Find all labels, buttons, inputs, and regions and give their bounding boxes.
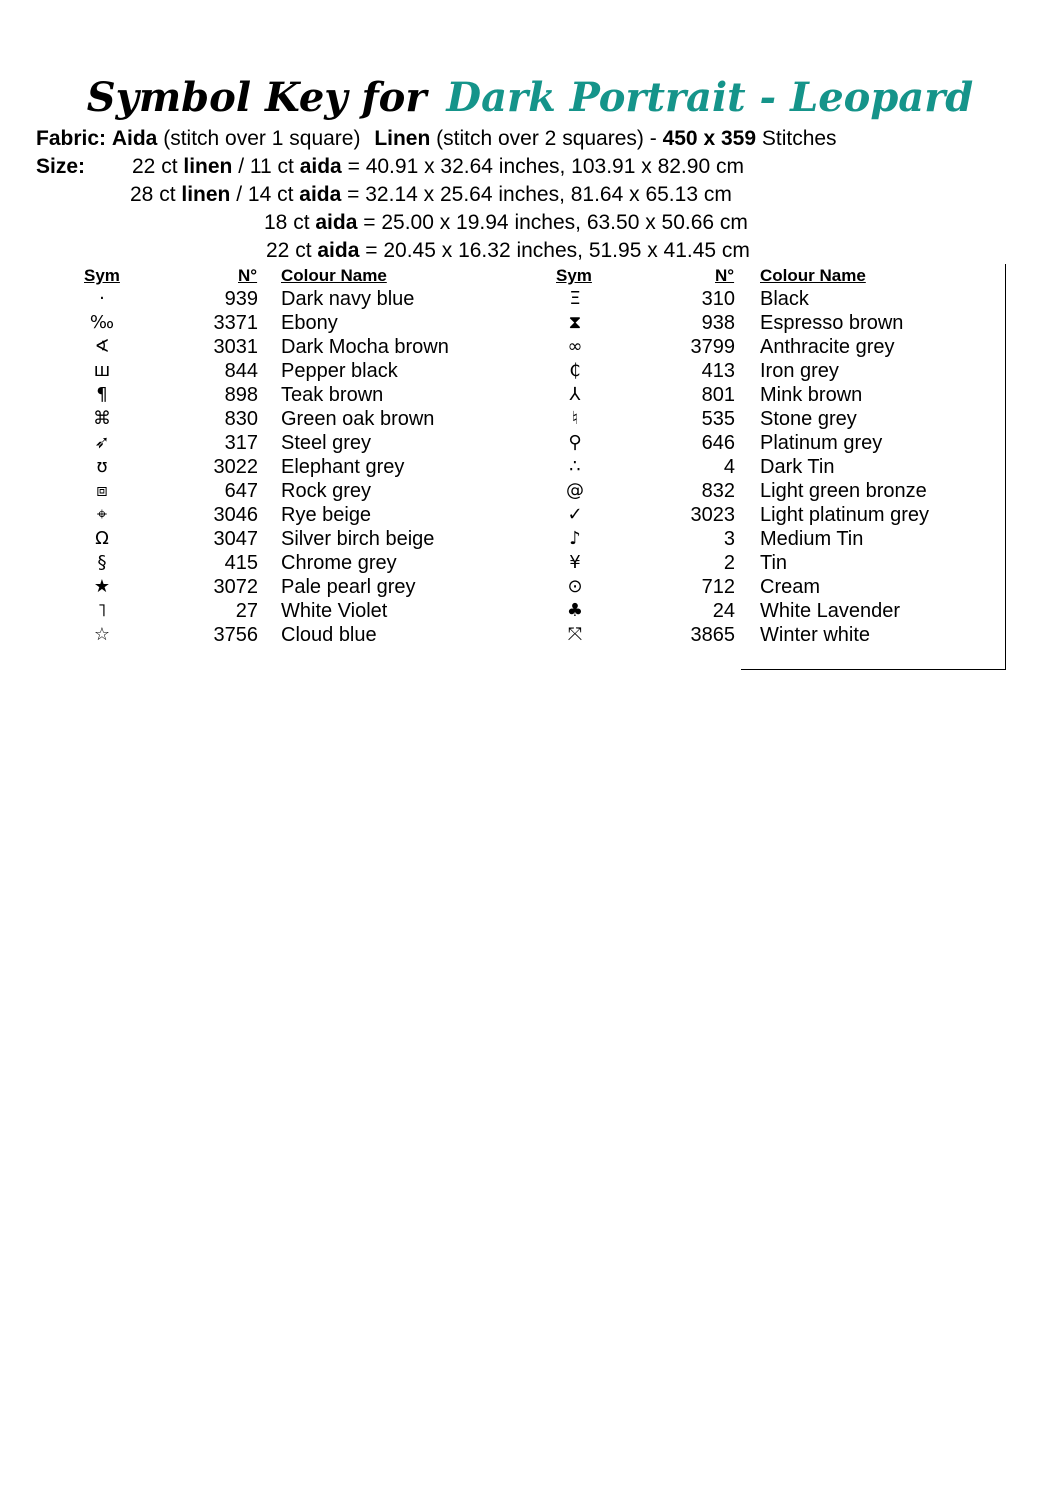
colour-name: Light green bronze bbox=[760, 480, 927, 502]
header-sym-left: Sym bbox=[84, 266, 120, 285]
floss-number: 4 bbox=[723, 456, 735, 478]
symbol-glyph: ♮ bbox=[571, 408, 579, 429]
floss-number: 3022 bbox=[213, 456, 258, 478]
colour-name: Rock grey bbox=[281, 480, 372, 502]
floss-number: 898 bbox=[224, 384, 258, 406]
colour-name: Pale pearl grey bbox=[281, 576, 416, 598]
colour-name: Platinum grey bbox=[760, 432, 883, 454]
fabric-linen-note: (stitch over 2 squares) - bbox=[436, 127, 657, 150]
floss-number: 646 bbox=[701, 432, 735, 454]
symbol-glyph: Ω bbox=[95, 528, 109, 549]
page-title bbox=[0, 74, 1060, 121]
stitch-word: Stitches bbox=[761, 127, 837, 150]
colour-name: Ebony bbox=[281, 312, 338, 334]
symbol-glyph: ʊ bbox=[96, 456, 108, 477]
symbol-glyph: ♣ bbox=[566, 600, 584, 621]
header-num-left: N° bbox=[238, 266, 258, 285]
symbol-glyph: ✓ bbox=[567, 504, 583, 525]
colour-name: Cloud blue bbox=[281, 624, 377, 646]
size-line-4: 22 ct aida = 20.45 x 16.32 inches, 51.95 x 41.45 cm bbox=[266, 239, 750, 262]
header-name-right: Colour Name bbox=[760, 266, 866, 285]
floss-number: 2 bbox=[723, 552, 735, 574]
symbol-glyph: ∴ bbox=[569, 456, 581, 477]
colour-name: White Lavender bbox=[760, 600, 901, 622]
symbol-glyph: ₵ bbox=[569, 360, 581, 381]
symbol-glyph: Ξ bbox=[569, 288, 581, 309]
symbol-glyph: @ bbox=[566, 480, 584, 501]
symbol-glyph: ⧗ bbox=[568, 312, 582, 333]
colour-name: Tin bbox=[760, 552, 788, 574]
symbol-glyph: ∢ bbox=[94, 336, 110, 357]
symbol-glyph: ¶ bbox=[96, 384, 108, 405]
symbol-glyph: § bbox=[97, 552, 107, 573]
floss-number: 413 bbox=[701, 360, 735, 382]
colour-name: Anthracite grey bbox=[760, 336, 895, 358]
fabric-label: Fabric: bbox=[36, 127, 107, 150]
symbol-glyph: ⅄ bbox=[569, 384, 581, 405]
symbol-glyph: ⌖ bbox=[96, 504, 108, 525]
header-sym-right: Sym bbox=[556, 266, 592, 285]
colour-name: Chrome grey bbox=[281, 552, 397, 574]
colour-name: Winter white bbox=[760, 624, 871, 646]
floss-number: 27 bbox=[235, 600, 258, 622]
floss-number: 3072 bbox=[213, 576, 258, 598]
symbol-glyph: ⚲ bbox=[568, 432, 582, 453]
floss-number: 3046 bbox=[213, 504, 258, 526]
symbol-glyph: ⊙ bbox=[567, 576, 583, 597]
symbol-glyph: ♪ bbox=[569, 528, 581, 549]
symbol-glyph: ∞ bbox=[567, 336, 583, 357]
colour-name: Steel grey bbox=[281, 432, 372, 454]
colour-name: Espresso brown bbox=[760, 312, 904, 334]
header-num-right: N° bbox=[715, 266, 735, 285]
symbol-glyph: ⤧ bbox=[567, 624, 583, 645]
symbol-glyph: ⧈ bbox=[96, 480, 108, 501]
colour-name: Rye beige bbox=[281, 504, 372, 526]
colour-name: Teak brown bbox=[281, 384, 384, 406]
colour-name: Iron grey bbox=[760, 360, 839, 382]
floss-number: 830 bbox=[224, 408, 258, 430]
colour-name: Medium Tin bbox=[760, 528, 864, 550]
table-border-right bbox=[1005, 264, 1006, 670]
colour-name: Elephant grey bbox=[281, 456, 405, 478]
floss-number: 310 bbox=[701, 288, 735, 310]
size-line-2: 28 ct linen / 14 ct aida = 32.14 x 25.64 inches, 81.64 x 65.13 cm bbox=[130, 183, 732, 206]
floss-number: 939 bbox=[224, 288, 258, 310]
symbol-glyph: ★ bbox=[93, 576, 111, 597]
symbol-glyph: · bbox=[99, 288, 105, 309]
symbol-glyph: ‰ bbox=[89, 312, 115, 333]
colour-name: Stone grey bbox=[760, 408, 857, 430]
floss-number: 832 bbox=[701, 480, 735, 502]
size-line-3: 18 ct aida = 25.00 x 19.94 inches, 63.50 x 50.66 cm bbox=[264, 211, 748, 234]
colour-name: Pepper black bbox=[281, 360, 398, 382]
colour-name: Black bbox=[760, 288, 809, 310]
fabric-linen: Linen bbox=[374, 127, 431, 150]
floss-number: 801 bbox=[701, 384, 735, 406]
floss-number: 938 bbox=[701, 312, 735, 334]
floss-number: 3756 bbox=[213, 624, 258, 646]
colour-name: White Violet bbox=[281, 600, 388, 622]
floss-number: 415 bbox=[224, 552, 258, 574]
floss-number: 3799 bbox=[690, 336, 735, 358]
floss-number: 24 bbox=[712, 600, 735, 622]
floss-number: 3023 bbox=[690, 504, 735, 526]
floss-number: 844 bbox=[224, 360, 258, 382]
floss-number: 3865 bbox=[690, 624, 735, 646]
floss-number: 647 bbox=[224, 480, 258, 502]
colour-name: Green oak brown bbox=[281, 408, 435, 430]
floss-number: 3031 bbox=[213, 336, 258, 358]
symbol-glyph: ˥ bbox=[97, 600, 107, 621]
floss-number: 3 bbox=[723, 528, 735, 550]
symbol-glyph: ¥ bbox=[569, 552, 581, 573]
symbol-glyph: ш bbox=[93, 360, 111, 381]
stitch-count: 450 x 359 bbox=[662, 127, 757, 150]
floss-number: 317 bbox=[224, 432, 258, 454]
symbol-glyph: ⌘ bbox=[93, 408, 111, 429]
pattern-name: Dark Portrait - Leopard bbox=[446, 74, 974, 121]
fabric-line bbox=[36, 127, 837, 151]
floss-number: 3371 bbox=[213, 312, 258, 334]
colour-name: Dark Mocha brown bbox=[281, 336, 449, 358]
size-label: Size: bbox=[36, 155, 86, 178]
colour-name: Light platinum grey bbox=[760, 504, 929, 526]
colour-name: Dark navy blue bbox=[281, 288, 415, 310]
title-prefix: Symbol Key for bbox=[86, 74, 427, 121]
header-name-left: Colour Name bbox=[281, 266, 387, 285]
colour-name: Cream bbox=[760, 576, 821, 598]
colour-name: Mink brown bbox=[760, 384, 863, 406]
symbol-glyph: ☆ bbox=[93, 624, 111, 645]
fabric-aida-note: (stitch over 1 square) bbox=[163, 127, 361, 150]
colour-name: Dark Tin bbox=[760, 456, 835, 478]
symbol-glyph: ➶ bbox=[94, 432, 110, 453]
size-line-1: 22 ct linen / 11 ct aida = 40.91 x 32.64 inches, 103.91 x 82.90 cm bbox=[132, 155, 744, 178]
floss-number: 3047 bbox=[213, 528, 258, 550]
floss-number: 712 bbox=[701, 576, 735, 598]
colour-name: Silver birch beige bbox=[281, 528, 435, 550]
fabric-aida: Aida bbox=[111, 127, 158, 150]
table-border-bottom bbox=[741, 669, 1006, 670]
floss-number: 535 bbox=[701, 408, 735, 430]
